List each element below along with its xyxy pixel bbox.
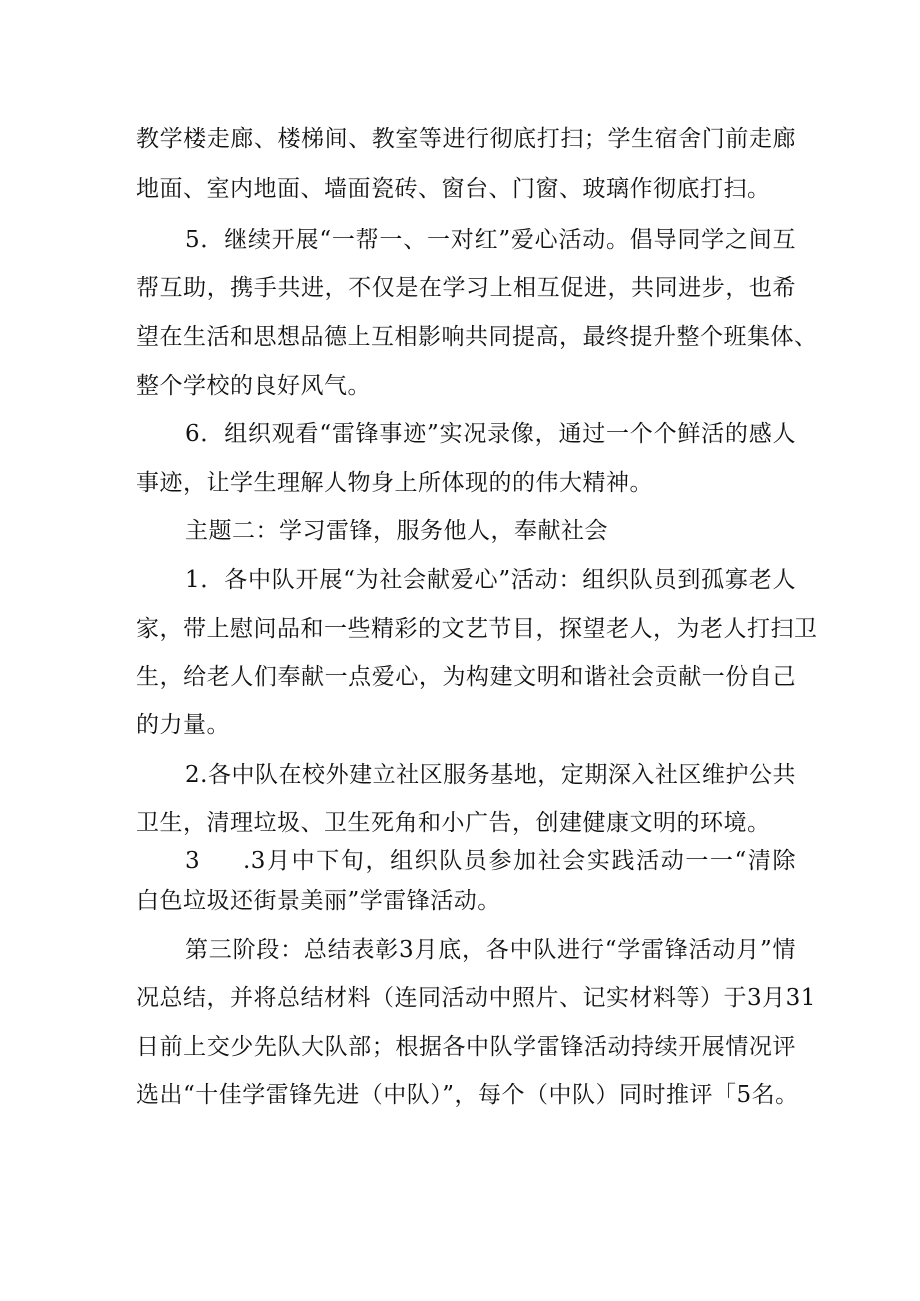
text-line: 教学楼走廊、楼梯间、教室等进行彻底打扫；学生宿舍门前走廊: [136, 126, 796, 152]
text-line: 选出“十佳学雷锋先进（中队）”，每个（中队）同时推评「5名。: [136, 1082, 799, 1108]
text-line: 日前上交少先队大队部；根据各中队学雷锋活动持续开展情况评: [136, 1034, 796, 1060]
text-line: 卫生，清理垃圾、卫生死角和小广告，创建健康文明的环境。: [136, 810, 771, 836]
text-line: 家，带上慰问品和一些精彩的文艺节目，探望老人，为老人打扫卫: [136, 616, 818, 642]
text-line: 事迹，让学生理解人物身上所体现的的伟大精神。: [136, 470, 653, 496]
text-line: 帮互助，携手共进，不仅是在学习上相互促进，共同进步，也希: [136, 275, 796, 301]
text-line: 地面、室内地面、墙面瓷砖、窗台、门窗、玻璃作彻底打扫。: [136, 176, 771, 202]
text-line: 的力量。: [136, 712, 230, 738]
text-line: 白色垃圾还街景美丽”学雷锋活动。: [136, 888, 501, 914]
text-line: [185, 846, 796, 876]
text-line: 2.各中队在校外建立社区服务基地，定期深入社区维护公共: [185, 762, 796, 788]
text-line: 1．各中队开展“为社会献爱心”活动：组织队员到孤寡老人: [185, 567, 796, 593]
text-line: 整个学校的良好风气。: [136, 373, 371, 399]
text-line: 生，给老人们奉献一点爱心，为构建文明和谐社会贡献一份自己: [136, 664, 796, 690]
text-line: 第三阶段：总结表彰3月底，各中队进行“学雷锋活动月”情: [185, 937, 796, 963]
text-line: 5．继续开展“一帮一、一对红”爱心活动。倡导同学之间互: [185, 227, 796, 253]
text-line: 况总结，并将总结材料（连同活动中照片、记实材料等）于3月31: [136, 985, 816, 1011]
text-line: 6．组织观看“雷锋事迹”实况录像，通过一个个鲜活的感人: [185, 421, 796, 447]
item-text: .3月中下旬，组织队员参加社会实践活动一一“清除: [243, 848, 796, 874]
text-line: 望在生活和思想品德上互相影响共同提高，最终提升整个班集体、: [136, 324, 818, 350]
item-number: 3: [185, 848, 201, 874]
section-heading: 主题二：学习雷锋，服务他人，奉献社会: [185, 518, 608, 544]
